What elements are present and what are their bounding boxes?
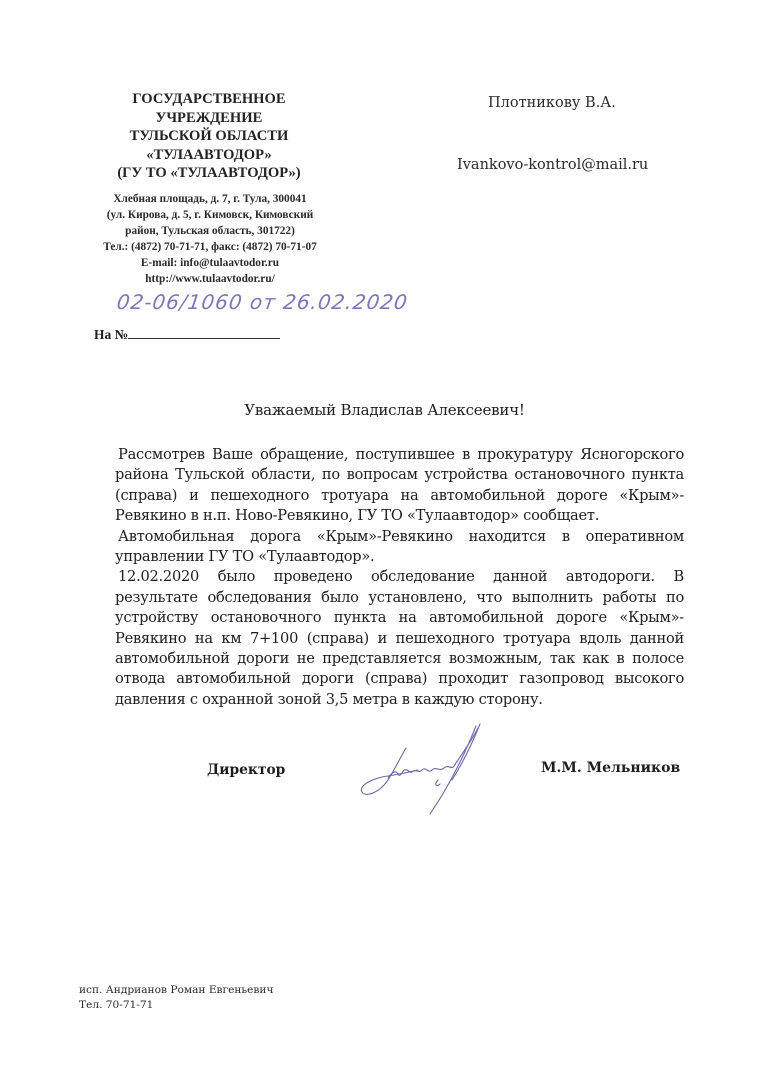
phone-fax-line: Тел.: (4872) 70-71-71, факс: (4872) 70-71-07 — [103, 241, 317, 253]
reference-number-label: На № — [94, 327, 129, 342]
org-line: (ГУ ТО «ТУЛААВТОДОР») — [117, 165, 301, 182]
body-paragraph: Автомобильная дорога «Крым»-Ревякино находится в оперативном управлении ГУ ТО «Тулаавтодор». — [115, 527, 684, 566]
signatory-name: М.М. Мельников — [541, 760, 681, 776]
sender-address — [78, 191, 342, 287]
address-line: Хлебная площадь, д. 7, г. Тула, 300041 — [113, 193, 307, 205]
executor-name: исп. Андрианов Роман Евгеньевич — [79, 984, 274, 996]
email-line: E-mail: info@tulaavtodor.ru — [140, 257, 280, 269]
recipient-email: Ivankovo-kontrol@mail.ru — [457, 157, 649, 173]
org-line: «ТУЛААВТОДОР» — [146, 146, 272, 163]
address-line: (ул. Кирова, д. 5, г. Кимовск, Кимовский — [106, 209, 314, 221]
org-line: ГОСУДАРСТВЕННОЕ — [132, 91, 286, 107]
recipient-name: Плотникову В.А. — [488, 95, 616, 111]
letter-body — [115, 445, 684, 710]
website-line: http://www.tulaavtodor.ru/ — [145, 273, 275, 285]
org-line: УЧРЕЖДЕНИЕ — [155, 109, 263, 126]
address-line: район, Тульская область, 301722) — [125, 225, 295, 237]
executor-phone: Тел. 70-71-71 — [79, 999, 154, 1011]
greeting: Уважаемый Владислав Алексеевич! — [244, 401, 525, 419]
executor-info — [79, 983, 273, 1013]
org-line: ТУЛЬСКОЙ ОБЛАСТИ — [129, 128, 289, 145]
signatory-position: Директор — [207, 762, 286, 778]
body-paragraph: Рассмотрев Ваше обращение, поступившее в прокуратуру Ясногорского района Тульской области, по вопросам устройства остановочного пункта (справа) и пешеходного тротуара на автомобильной дороге «Крым»-Ревякино в н.п. Ново-Ревякино, ГУ ТО «Тулаавтодор» сообщает. — [115, 446, 684, 525]
sender-organization — [86, 90, 332, 183]
reference-number-blank — [128, 326, 280, 339]
handwritten-signature — [358, 722, 518, 822]
handwritten-outgoing-number: 02-06/1060 от 26.02.2020 — [115, 290, 410, 314]
reference-number-field — [94, 326, 280, 343]
body-paragraph: 12.02.2020 было проведено обследование данной автодороги. В результате обследования было установлено, что выполнить работы по устройству остановочного пункта на автомобильной дороге «Крым»-Ревякино на км 7+100 (справа) и пешеходного тротуара вдоль данной автомобильной дороги не представляется возможным, так как в полосе отвода автомобильной дороги (справа) проходит газопровод высокого давления с охранной зоной 3,5 метра в каждую сторону. — [115, 568, 684, 708]
